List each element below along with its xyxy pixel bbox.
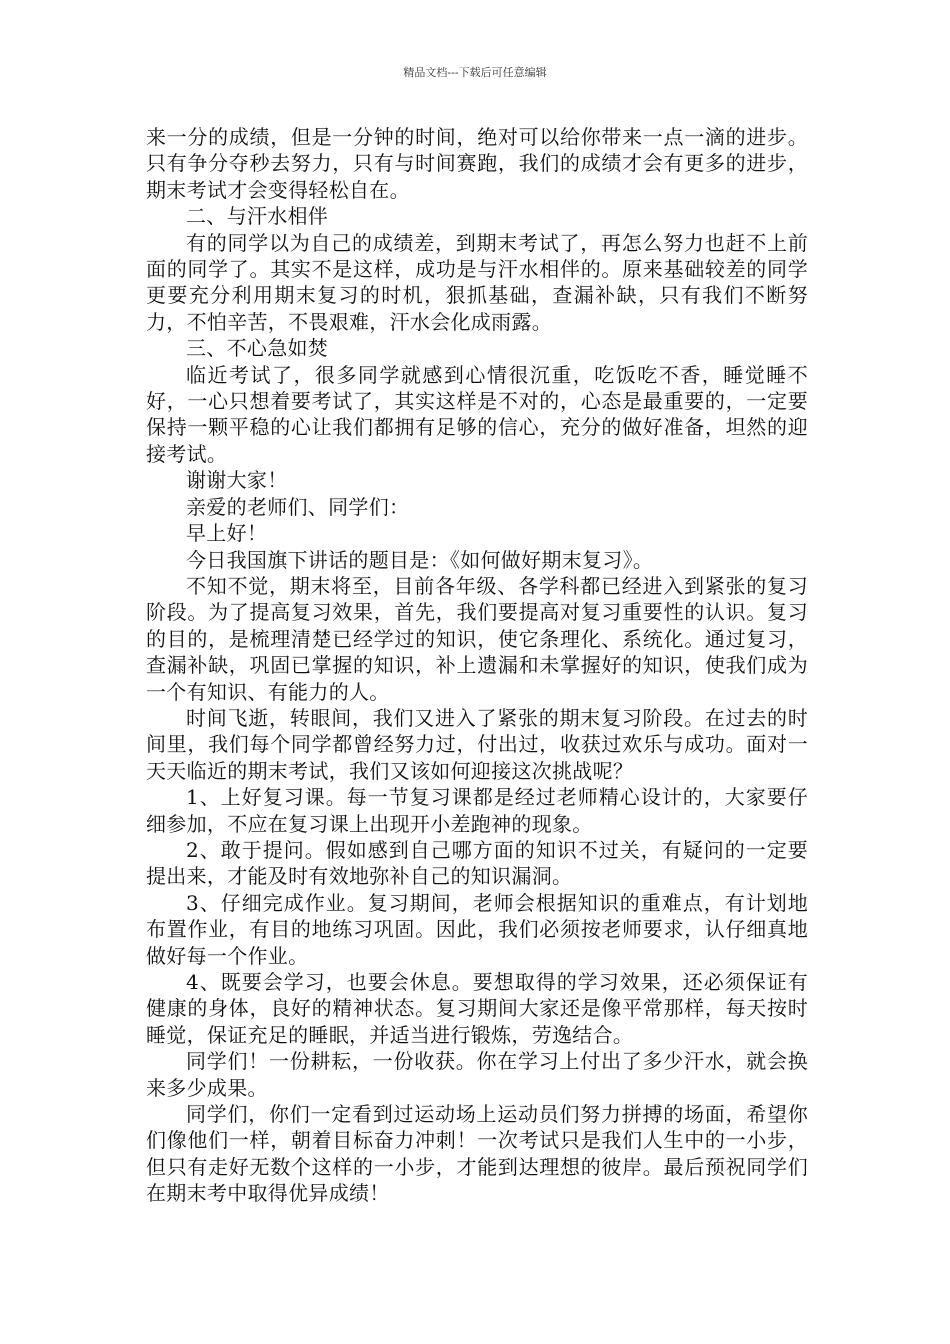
speech-topic: 今日我国旗下讲话的题目是：《如何做好期末复习》。: [186, 547, 654, 572]
paragraph: 时间飞逝，转眼间，我们又进入了紧张的期末复习阶段。在过去的时间里，我们每个同学都曾经努力过，付出过，收获过欢乐与成功。面对一天天临近的期末考试，我们又该如何迎接这次挑战呢？: [146, 705, 808, 783]
section-heading-2: 二、与汗水相伴: [186, 204, 329, 229]
paragraph: 不知不觉，期末将至，目前各年级、各学科都已经进入到紧张的复习阶段。为了提高复习效果，首先，我们要提高对复习重要性的认识。复习的目的，是梳理清楚已经学过的知识，使它条理化、系统化。通过复习，查漏补缺，巩固已掌握的知识，补上遗漏和未掌握好的知识，使我们成为一个有知识、有能力的人。: [146, 573, 808, 704]
document-body: [146, 124, 808, 1207]
closing-thanks: 谢谢大家！: [186, 468, 288, 493]
greeting: 早上好！: [186, 521, 268, 546]
salutation: 亲爱的老师们、同学们：: [186, 494, 410, 519]
page-header: 精品文档---下载后可任意编辑: [403, 66, 547, 79]
list-item-3: 3、仔细完成作业。复习期间，老师会根据知识的重难点，有计划地布置作业，有目的地练习巩固。因此，我们必须按老师要求，认仔细真地做好每一个作业。: [146, 890, 808, 968]
paragraph: 同学们！一份耕耘，一份收获。你在学习上付出了多少汗水，就会换来多少成果。: [146, 1049, 808, 1100]
paragraph: 有的同学以为自己的成绩差，到期末考试了，再怎么努力也赶不上前面的同学了。其实不是这样，成功是与汗水相伴的。原来基础较差的同学更要充分利用期末复习的时机，狠抓基础，查漏补缺，只有我们不断努力，不怕辛苦，不畏艰难，汗水会化成雨露。: [146, 230, 808, 334]
list-item-4: 4、既要会学习，也要会休息。要想取得的学习效果，还必须保证有健康的身体，良好的精神状态。复习期间大家还是像平常那样，每天按时睡觉，保证充足的睡眠，并适当进行锻炼，劳逸结合。: [146, 970, 808, 1047]
paragraph-continuation: 来一分的成绩，但是一分钟的时间，绝对可以给你带来一点一滴的进步。只有争分夺秒去努力，只有与时间赛跑，我们的成绩才会有更多的进步，期末考试才会变得轻松自在。: [146, 125, 808, 202]
section-heading-3: 三、不心急如焚: [186, 336, 329, 361]
paragraph-final: 同学们，你们一定看到过运动场上运动员们努力拼搏的场面，希望你们像他们一样，朝着目标奋力冲刺！一次考试只是我们人生中的一小步，但只有走好无数个这样的一小步，才能到达理想的彼岸。最后预祝同学们在期末考中取得优异成绩！: [146, 1102, 808, 1206]
paragraph: 临近考试了，很多同学就感到心情很沉重，吃饭吃不香，睡觉睡不好，一心只想着要考试了，其实这样是不对的，心态是最重要的，一定要保持一颗平稳的心让我们都拥有足够的信心，充分的做好准备，坦然的迎接考试。: [146, 362, 808, 466]
list-item-1: 1、上好复习课。每一节复习课都是经过老师精心设计的，大家要仔细参加，不应在复习课上出现开小差跑神的现象。: [146, 785, 808, 836]
list-item-2: 2、敢于提问。假如感到自己哪方面的知识不过关，有疑问的一定要提出来，才能及时有效地弥补自己的知识漏洞。: [146, 837, 808, 889]
